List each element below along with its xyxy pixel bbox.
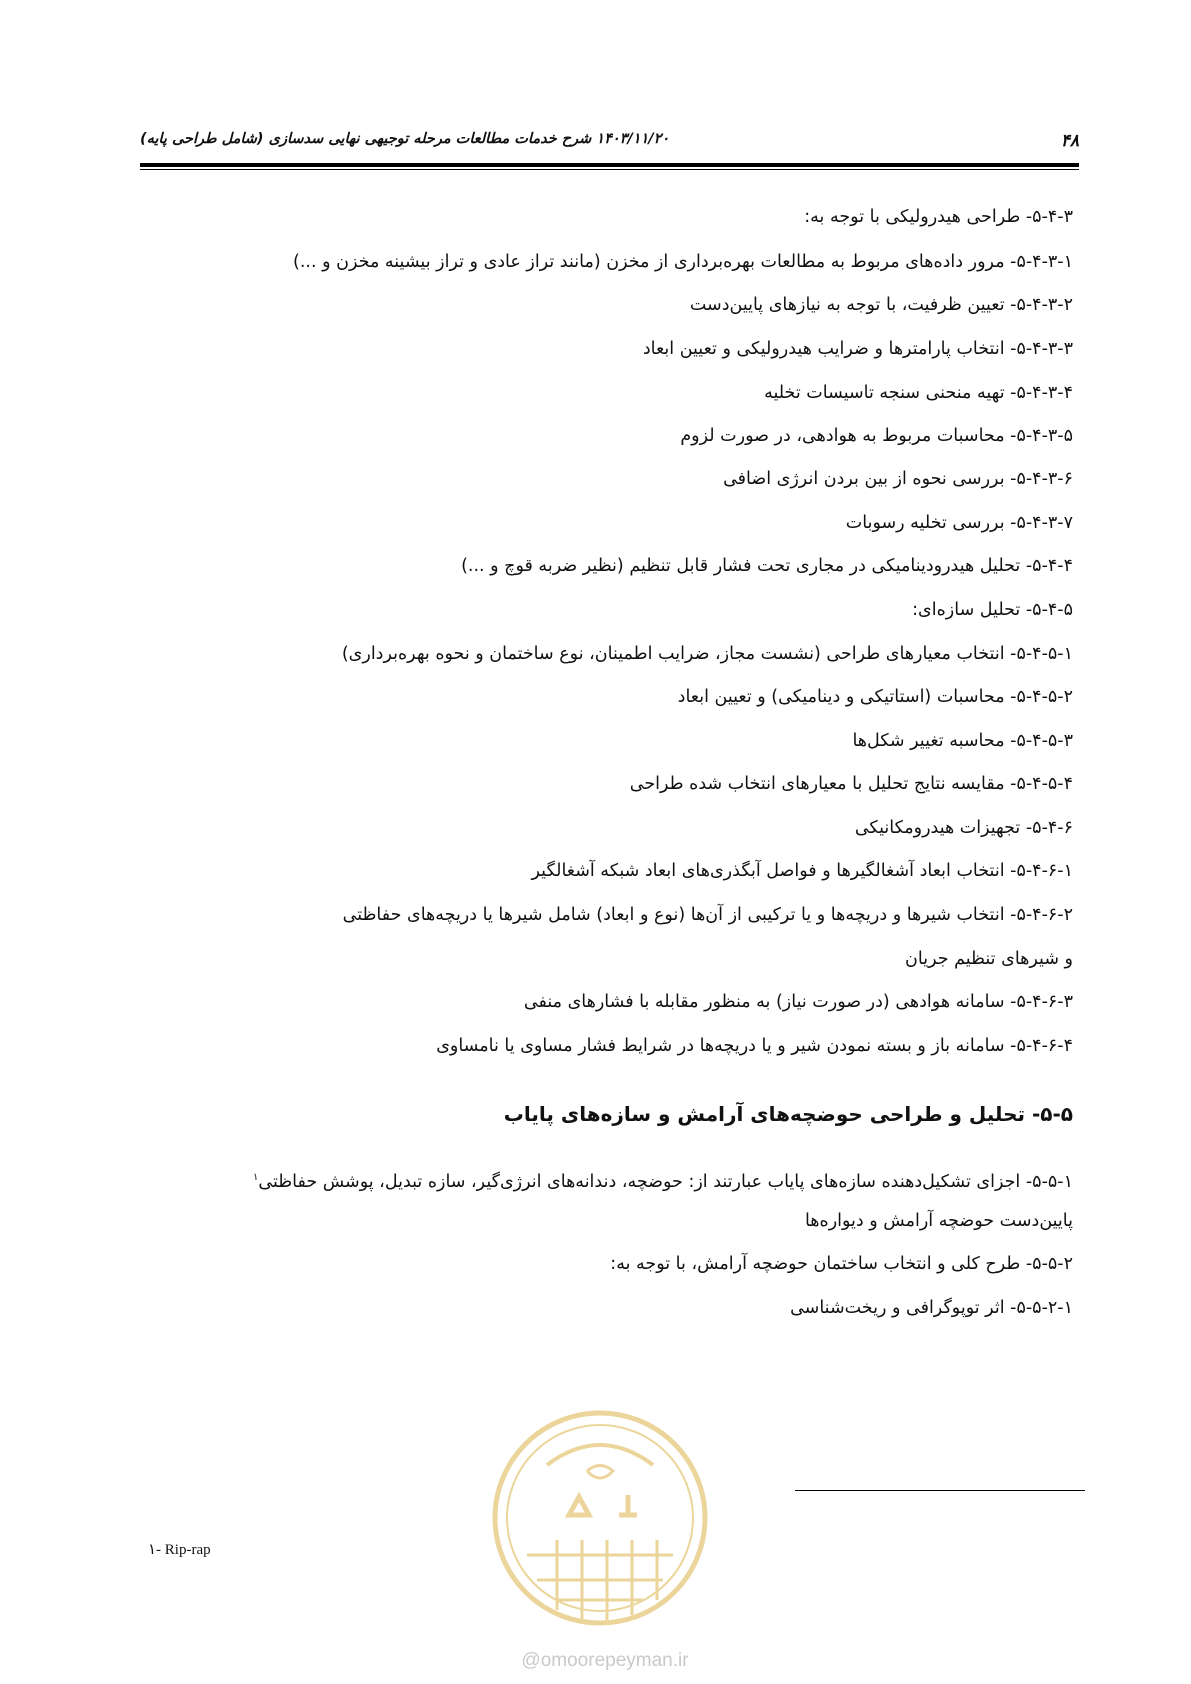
text-line: ۵-۴-۳-۵- محاسبات مربوط به هوادهی، در صورت لزوم — [680, 426, 1073, 446]
text-line: و شیرهای تنظیم جریان — [905, 949, 1073, 969]
footnote-marker: ۱ — [253, 1172, 259, 1183]
text-line: ۵-۴-۵-۳- محاسبه تغییر شکل‌ها — [852, 731, 1073, 751]
page-header — [140, 131, 1079, 155]
text-line: ۵-۵-۲-۱- اثر توپوگرافی و ریخت‌شناسی — [790, 1298, 1073, 1318]
text-line: ۵-۴-۳-۱- مرور داده‌های مربوط به مطالعات بهره‌برداری از مخزن (مانند تراز عادی و تراز بیشینه مخزن و ...) — [293, 252, 1073, 272]
header-title: ۱۴۰۳/۱۱/۲۰ شرح خدمات مطالعات مرحله توجیهی نهایی سدسازی (شامل طراحی پایه) — [140, 131, 670, 147]
text-line-content: ۵-۵-۱- اجزای تشکیل‌دهنده سازه‌های پایاب عبارتند از: حوضچه، دندانه‌های انرژی‌گیر، سازه تبدیل، پوشش حفاظتی — [258, 1171, 1073, 1192]
watermark-stamp — [487, 1405, 713, 1631]
footnote: ۱- Rip-rap — [148, 1542, 211, 1558]
text-line: ۵-۴-۶-۲- انتخاب شیرها و دریچه‌ها و یا ترکیبی از آن‌ها (نوع و ابعاد) شامل شیرها یا دریچه‌های حفاظتی — [342, 905, 1073, 925]
text-line: ۵-۴-۵-۲- محاسبات (استاتیکی و دینامیکی) و تعیین ابعاد — [677, 687, 1073, 707]
text-line: پایین‌دست حوضچه آرامش و دیواره‌ها — [804, 1211, 1073, 1231]
text-line — [253, 1166, 1073, 1194]
text-line: ۵-۴-۶-۴- سامانه باز و بسته نمودن شیر و یا دریچه‌ها در شرایط فشار مساوی یا نامساوی — [436, 1036, 1073, 1056]
text-line: ۵-۴-۵-۴- مقایسه نتایج تحلیل با معیارهای انتخاب شده طراحی — [629, 774, 1073, 794]
text-line: ۵-۵-۲- طرح کلی و انتخاب ساختمان حوضچه آرامش، با توجه به: — [610, 1254, 1073, 1274]
text-line: ۵-۴-۶- تجهیزات هیدرومکانیکی — [854, 818, 1073, 838]
text-line: ۵-۴-۵- تحلیل سازه‌ای: — [912, 600, 1073, 620]
text-line: ۵-۴-۳-۶- بررسی نحوه از بین بردن انرژی اضافی — [723, 469, 1073, 489]
text-line: ۵-۴-۳-۳- انتخاب پارامترها و ضرایب هیدرولیکی و تعیین ابعاد — [642, 339, 1073, 359]
footnote-rule — [795, 1490, 1085, 1491]
text-line: ۵-۴-۶-۳- سامانه هوادهی (در صورت نیاز) به منظور مقابله با فشارهای منفی — [523, 992, 1073, 1012]
header-rule — [140, 163, 1079, 167]
section-heading: ۵-۵- تحلیل و طراحی حوضچه‌های آرامش و سازه‌های پایاب — [503, 1102, 1073, 1126]
text-line: ۵-۴-۳-۷- بررسی تخلیه رسوبات — [845, 513, 1073, 533]
watermark-caption: @omoorepeyman.ir — [521, 1650, 689, 1671]
header-rule-thin — [140, 169, 1079, 170]
text-line: ۵-۴-۳-۴- تهیه منحنی سنجه تاسیسات تخلیه — [764, 383, 1073, 403]
text-line: ۵-۴-۴- تحلیل هیدرودینامیکی در مجاری تحت فشار قابل تنظیم (نظیر ضربه قوچ و ...) — [461, 556, 1073, 576]
page-number: ۴۸ — [1060, 131, 1079, 151]
text-line: ۵-۴-۵-۱- انتخاب معیارهای طراحی (نشست مجاز، ضرایب اطمینان، نوع ساختمان و نحوه بهره‌برداری) — [341, 644, 1073, 664]
text-line: ۵-۴-۳-۲- تعیین ظرفیت، با توجه به نیازهای پایین‌دست — [689, 295, 1073, 315]
text-line: ۵-۴-۶-۱- انتخاب ابعاد آشغالگیرها و فواصل آبگذری‌های ابعاد شبکه آشغالگیر — [531, 861, 1073, 881]
text-line: ۵-۴-۳- طراحی هیدرولیکی با توجه به: — [804, 207, 1073, 227]
